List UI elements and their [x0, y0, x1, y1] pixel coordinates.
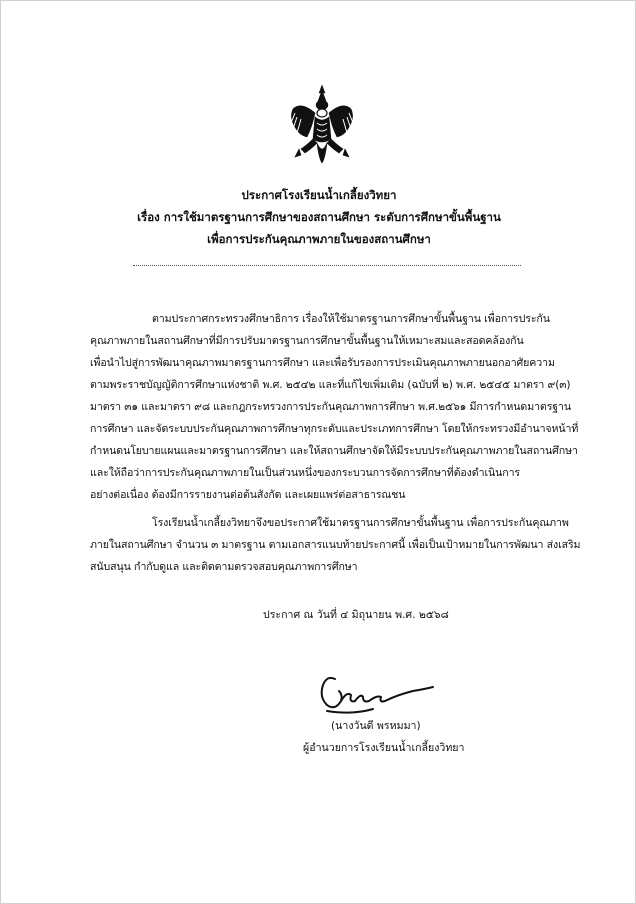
- signature-icon: [313, 671, 437, 717]
- dotted-divider: [133, 265, 521, 266]
- body-line: ตามพระราชบัญญัติการศึกษาแห่งชาติ พ.ศ. ๒๕๔๒ และที่แก้ไขเพิ่มเติม (ฉบับที่ ๒) พ.ศ. ๒๕๔๕ มาตรา ๙(๓): [90, 379, 571, 391]
- body-line: ภายในสถานศึกษา จำนวน ๓ มาตรฐาน ตามเอกสารแนบท้ายประกาศนี้ เพื่อเป็นเป้าหมายในการพัฒนา ส่งเสริม: [90, 539, 581, 551]
- body-line: ตามประกาศกระทรวงศึกษาธิการ เรื่องให้ใช้มาตรฐานการศึกษาขั้นพื้นฐาน เพื่อการประกัน: [152, 313, 550, 325]
- body-line: การศึกษา และจัดระบบประกันคุณภาพการศึกษาทุกระดับและประเภทการศึกษา โดยให้กระทรวงมีอำนาจหน้าที่: [90, 423, 579, 435]
- body-line: เพื่อนำไปสู่การพัฒนาคุณภาพมาตรฐานการศึกษา และเพื่อรับรองการประเมินคุณภาพภายนอกอาศัยความ: [90, 357, 555, 369]
- body-line: คุณภาพภายในสถานศึกษาที่มีการปรับมาตรฐานการศึกษาขั้นพื้นฐานให้เหมาะสมและสอดคล้องกัน: [90, 335, 524, 347]
- body-line: มาตรา ๓๑ และมาตรา ๙๘ และกฎกระทรวงการประกันคุณภาพการศึกษา พ.ศ.๒๕๖๑ มีการกำหนดมาตรฐาน: [90, 401, 572, 413]
- announcement-subject: เรื่อง การใช้มาตรฐานการศึกษาของสถานศึกษา ระดับการศึกษาขั้นพื้นฐาน: [137, 210, 501, 224]
- announcement-date: ประกาศ ณ วันที่ ๔ มิถุนายน พ.ศ. ๒๕๖๘: [263, 609, 449, 621]
- announcement-purpose: เพื่อการประกันคุณภาพภายในของสถานศึกษา: [207, 232, 431, 246]
- body-line: และให้ถือว่าการประกันคุณภาพภายในเป็นส่วนหนึ่งของกระบวนการจัดการศึกษาที่ต้องดำเนินการ: [90, 467, 521, 479]
- body-line: โรงเรียนน้ำเกลี้ยงวิทยาจึงขอประกาศใช้มาตรฐานการศึกษาขั้นพื้นฐาน เพื่อการประกันคุณภาพ: [152, 517, 569, 529]
- body-line: สนับสนุน กำกับดูแล และติดตามตรวจสอบคุณภาพการศึกษา: [90, 561, 358, 573]
- garuda-emblem-icon: [287, 83, 357, 165]
- signatory-position: ผู้อำนวยการโรงเรียนน้ำเกลี้ยงวิทยา: [303, 742, 465, 754]
- body-line: อย่างต่อเนื่อง ต้องมีการรายงานต่อต้นสังกัด และเผยแพร่ต่อสาธารณชน: [90, 489, 406, 501]
- body-line: กำหนดนโยบายแผนและมาตรฐานการศึกษา และให้สถานศึกษาจัดให้มีระบบประกันคุณภาพภายในสถานศึกษา: [90, 445, 578, 457]
- signatory-name: (นางวันดี พรหมมา): [331, 720, 421, 732]
- announcement-title: ประกาศโรงเรียนน้ำเกลี้ยงวิทยา: [241, 188, 397, 202]
